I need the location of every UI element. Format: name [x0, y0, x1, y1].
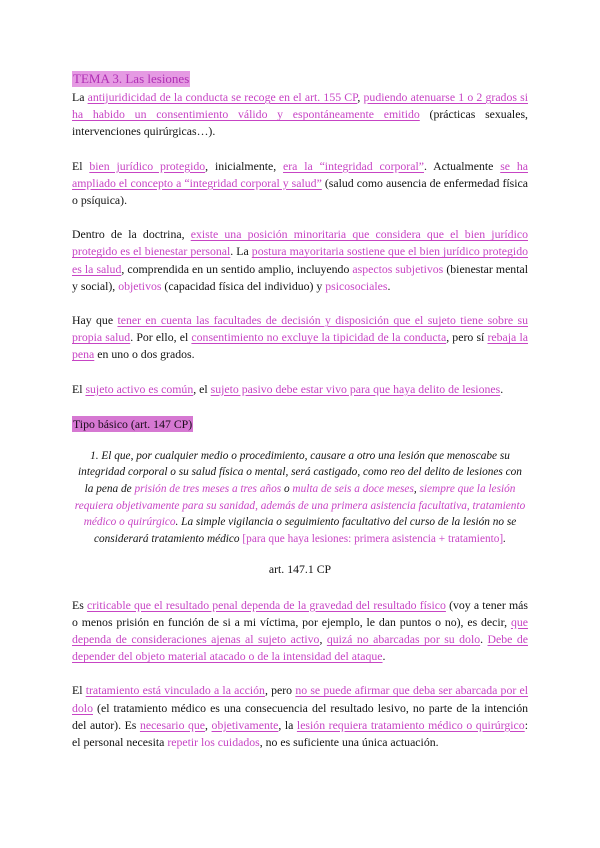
paragraph-doctrina: Dentro de la doctrina, existe una posición minoritaria que considera que el bien jurídico protegido es el bienestar personal. La postura mayoritaria sostiene que el bien jurídico protegido es la salud, comprendida en un sentido amplio, incluyendo aspectos subjetivos (bienestar mental y social), objetivos (capacidad física del individuo) y psicosociales.	[72, 227, 528, 293]
highlight-text: tener en cuenta las facultades de decisión y disposición que el sujeto tiene sobre su propia salud	[72, 313, 528, 345]
highlight-text: multa de seis a doce meses	[292, 483, 414, 496]
highlight-text: quizá no abarcadas por su dolo	[326, 632, 481, 647]
highlight-text: prisión de tres meses a tres años	[134, 483, 282, 496]
highlight-text: no se puede afirmar que deba ser abarcada por el dolo	[72, 683, 529, 715]
highlight-text: sujeto pasivo debe estar vivo para que haya delito de lesiones	[210, 381, 501, 396]
highlight-text: lesión requiera tratamiento médico o quirúrgico	[296, 717, 525, 732]
highlight-text: necesario que	[139, 717, 206, 732]
quote-caption: art. 147.1 CP	[268, 562, 332, 577]
paragraph-bien-juridico: El bien jurídico protegido, inicialmente, era la “integridad corporal”. Actualmente se ha ampliado el concepto a “integridad corporal y salud” (salud como ausencia de enfermedad física o psíquica).	[72, 158, 528, 208]
highlight-text: aspectos subjetivos	[352, 261, 444, 276]
highlight-text: rebaja la pena	[72, 330, 528, 362]
paragraph-antijuridicidad: La antijuridicidad de la conducta se recoge en el art. 155 CP, pudiendo atenuarse 1 o 2 grados si ha habido un consentimiento válido y espontáneamente emitido (prácticas sexuales, intervenciones quirúrgicas…).	[72, 90, 528, 139]
highlight-text: antijuridicidad de la conducta se recoge en el art. 155 CP	[87, 90, 358, 104]
highlight-text: psicosociales	[325, 278, 388, 293]
highlight-text: Debe de depender del objeto material atacado o de la intensidad del ataque	[72, 632, 529, 664]
highlight-text: que dependa de consideraciones ajenas al sujeto activo	[72, 614, 528, 647]
highlight-text: repetir los cuidados	[167, 735, 260, 750]
paragraph-facultades: Hay que tener en cuenta las facultades de decisión y disposición que el sujeto tiene sobre su propia salud. Por ello, el consentimiento no excluye la tipicidad de la conducta, pero sí rebaja la pena en uno o dos grados.	[72, 313, 528, 362]
document-body	[72, 70, 528, 751]
paragraph-tratamiento: El tratamiento está vinculado a la acción, pero no se puede afirmar que deba ser abarcada por el dolo (el tratamiento médico es una consecuencia del resultado lesivo, no parte de la intención del autor). Es necesario que, objetivamente, la lesión requiera tratamiento médico o quirúrgico: el personal necesita repetir los cuidados, no es suficiente una única actuación.	[72, 683, 529, 750]
highlight-text: objetivos	[118, 278, 162, 293]
legal-quote: 1. El que, por cualquier medio o procedimiento, causare a otro una lesión que menoscabe su integridad corporal o su salud física o mental, será castigado, como reo del delito de lesiones con la pena de prisión de tres meses a tres años o multa de seis a doce meses, siempre que la lesión requiera objetivamente para su sanidad, además de una primera asistencia facultativa, tratamiento médico o quirúrgico. La simple vigilancia o seguimiento facultativo del curso de la lesión no se considerará tratamiento médico [para que haya lesiones: primera asistencia + tratamiento].	[74, 449, 526, 545]
section-heading-line	[72, 415, 528, 433]
highlight-text: consentimiento no excluye la tipicidad de la conducta	[191, 330, 447, 345]
highlight-text: existe una posición minoritaria que considera que el bien jurídico protegido es el bienestar personal	[72, 227, 528, 259]
highlight-text: siempre que la lesión requiera objetivamente para su sanidad, además de una primera asistencia facultativa, tratamiento médico o quirúrgico	[74, 483, 526, 529]
highlight-text: pudiendo atenuarse 1 o 2 grados si ha habido un consentimiento válido y espontáneamente emitido	[72, 90, 528, 122]
highlight-text: era la “integridad corporal”	[283, 158, 424, 173]
title-line	[72, 70, 528, 88]
page-title: TEMA 3. Las lesiones	[73, 71, 190, 86]
highlight-text: se ha ampliado el concepto a “integridad corporal y salud”	[72, 158, 528, 190]
paragraph-sujetos: El sujeto activo es común, el sujeto pasivo debe estar vivo para que haya delito de lesiones.	[72, 381, 504, 396]
highlight-text: sujeto activo es común	[85, 381, 194, 396]
highlight-text: bien jurídico protegido	[89, 158, 206, 173]
highlight-text: tratamiento está vinculado a la acción	[85, 683, 265, 698]
section-heading: Tipo básico (art. 147 CP)	[73, 416, 193, 431]
paragraph-criticable: Es criticable que el resultado penal dependa de la gravedad del resultado físico (voy a tener más o menos prisión en función de si a mi víctima, por ejemplo, le dan puntos o no), es decir, que dependa de consideraciones ajenas al sujeto activo, quizá no abarcadas por su dolo. Debe de depender del objeto material atacado o de la intensidad del ataque.	[72, 597, 529, 664]
highlight-text: postura mayoritaria sostiene que el bien jurídico protegido es la salud	[72, 244, 528, 276]
annotation-note: [para que haya lesiones: primera asistencia + tratamiento]	[242, 532, 504, 545]
highlight-text: criticable que el resultado penal dependa de la gravedad del resultado físico	[86, 597, 446, 612]
highlight-text: objetivamente	[211, 717, 279, 732]
